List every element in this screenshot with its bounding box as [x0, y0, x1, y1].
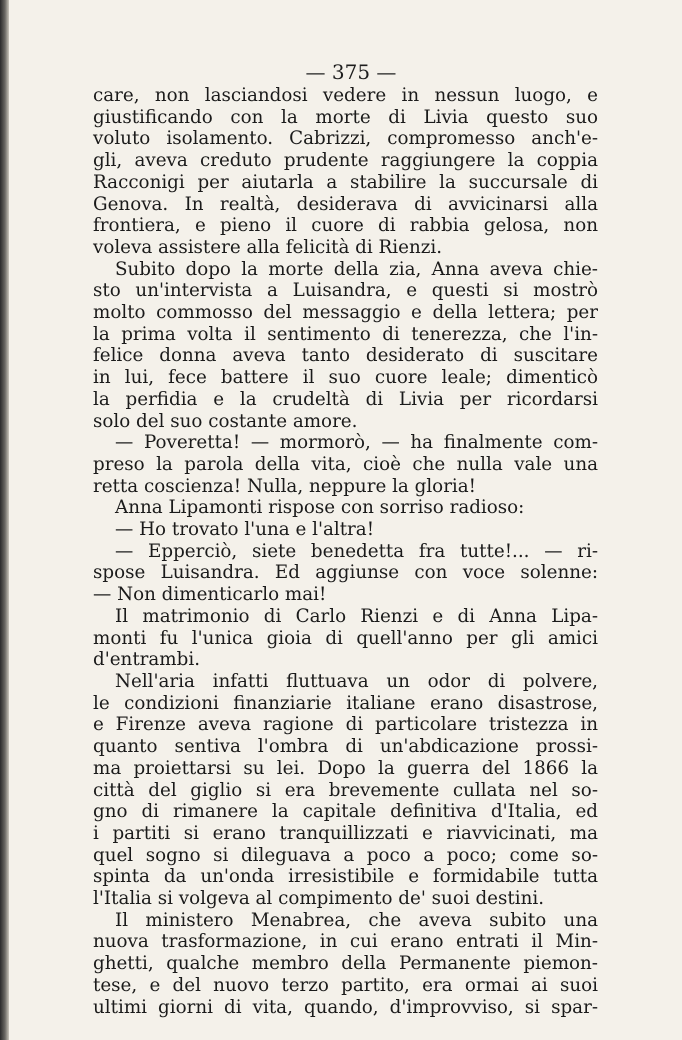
text-line: Il matrimonio di Carlo Rienzi e di Anna Lipa- [115, 605, 598, 627]
text-line: ghetti, qualche membro della Permanente piemon- [93, 953, 598, 975]
text-line: città del giglio si era brevemente cullata nel so- [93, 779, 598, 801]
text-line: — Ho trovato l'una e l'altra! [115, 519, 375, 541]
text-line: spose Luisandra. Ed aggiunse con voce solenne: [93, 562, 598, 584]
text-line: care, non lasciandosi vedere in nessun luogo, e [93, 85, 598, 106]
text-line: monti fu l'unica gioia di quell'anno per gli amici [93, 627, 598, 649]
text-line: solo del suo costante amore. [93, 410, 358, 432]
text-line: in lui, fece battere il suo cuore leale; dimenticò [93, 367, 598, 389]
text-line: voluto isolamento. Cabrizzi, compromesso anch'e- [93, 128, 598, 150]
text-line: quanto sentiva l'ombra di un'abdicazione prossi- [93, 736, 598, 758]
page-number: — 375 — [305, 60, 397, 84]
text-line: Racconigi per aiutarla a stabilire la succursale di [93, 171, 598, 193]
text-line: Anna Lipamonti rispose con sorriso radioso: [115, 497, 525, 519]
text-line: preso la parola della vita, cioè che nulla vale una [93, 453, 598, 475]
text-line: i partiti si erano tranquillizzati e riavvicinati, ma [93, 822, 598, 844]
text-line: Genova. In realtà, desiderava di avvicinarsi alla [93, 193, 598, 215]
text-line: Subito dopo la morte della zia, Anna aveva chie- [115, 258, 598, 280]
text-line: nuova trasformazione, in cui erano entrati il Min- [93, 931, 598, 953]
text-line: quel sogno si dileguava a poco a poco; come so- [93, 844, 598, 866]
text-line: spinta da un'onda irresistibile e formidabile tutta [93, 866, 598, 888]
page-binding-edge [0, 0, 9, 1040]
text-line: voleva assistere alla felicità di Rienzi. [93, 236, 443, 258]
text-line: — Poveretta! — mormorò, — ha finalmente com- [115, 432, 598, 454]
text-line: Nell'aria infatti fluttuava un odor di polvere, [115, 670, 598, 692]
text-line: retta coscienza! Nulla, neppure la gloria! [93, 475, 477, 497]
text-line: la prima volta il sentimento di tenerezza, che l'in- [93, 323, 598, 345]
text-line: le condizioni finanziarie italiane erano disastrose, [93, 692, 598, 714]
text-line: gli, aveva creduto prudente raggiungere la coppia [93, 150, 598, 172]
text-line: molto commosso del messaggio e della lettera; per [93, 302, 598, 324]
text-line: sto un'intervista a Luisandra, e questi si mostrò [93, 280, 598, 302]
text-line: — Epperciò, siete benedetta fra tutte!... — ri- [115, 540, 598, 562]
text-line: giustificando con la morte di Livia questo suo [93, 106, 598, 128]
body-text [93, 85, 598, 1018]
text-line: tese, e del nuovo terzo partito, era ormai ai suoi [93, 974, 598, 996]
text-line: ma proiettarsi su lei. Dopo la guerra del 1866 la [93, 757, 598, 779]
text-line: — Non dimenticarlo mai! [93, 584, 327, 606]
text-line: felice donna aveva tanto desiderato di suscitare [93, 345, 598, 367]
text-line: ultimi giorni di vita, quando, d'improvviso, si spar- [93, 996, 598, 1018]
text-line: e Firenze aveva ragione di particolare tristezza in [93, 714, 598, 736]
text-line: l'Italia si volgeva al compimento de' suoi destini. [93, 888, 545, 910]
text-line: Il ministero Menabrea, che aveva subito una [115, 909, 598, 931]
text-line: d'entrambi. [93, 649, 201, 671]
text-line: la perfidia e la crudeltà di Livia per ricordarsi [93, 388, 598, 410]
text-line: frontiera, e pieno il cuore di rabbia gelosa, non [93, 215, 598, 237]
text-line: gno di rimanere la capitale definitiva d'Italia, ed [93, 801, 598, 823]
